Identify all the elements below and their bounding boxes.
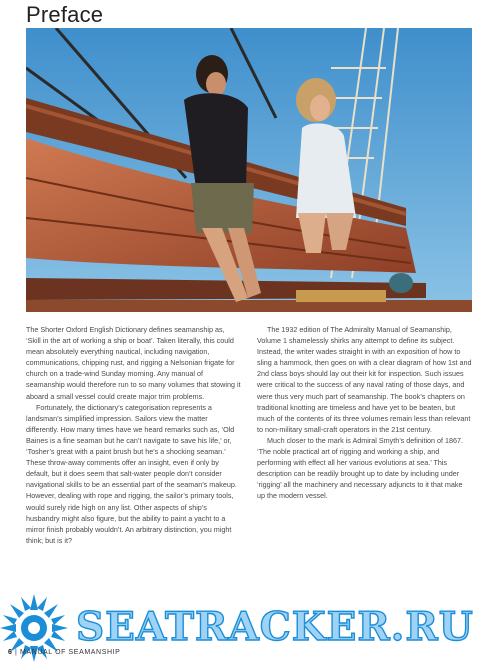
body-column-right [257,324,472,502]
page-number: 6 [8,649,13,656]
paragraph: The Shorter Oxford English Dictionary defines seamanship as, ‘Skill in the art of working a ship or boat’. Taken literally, this could mean absolutely everything nautical, including navigation, communications, chipping rust, and rigging a Nelsonian frigate for church on a trade-wind Sunday morning. Any manual of seamanship would therefore run to so many volumes that stowing it aboard a small vessel could create major trim problems. [26,325,241,401]
book-title: MANUAL OF SEAMANSHIP [20,649,121,656]
sailing-photo [26,28,472,312]
page-title: Preface [26,2,104,27]
paragraph: The 1932 edition of The Admiralty Manual of Seamanship, Volume 1 shamelessly shirks any attempt to define its subject. Instead, the writer wades straight in with an exposition of how to sling a hammock, then goes on with a clear diagram of how 1st and 2nd class boys should lay out their kit for inspection. Such issues were critical to the success of any naval rating of those days, and were thus very much part of seamanship. The book’s chapters on traditional knotting are timeless and have yet to be beaten, but much of the contents of its three volumes remain less than relevant to non-military small-craft operators in the 21st century. [257,325,472,434]
page-footer [8,649,120,656]
paragraph: Fortunately, the dictionary’s categorisation represents a landsman’s simplified impression. Sailors view the matter differently. How many times have we heard remarks such as, ‘Old Baines is a fine seaman but he can’t navigate to save his life,’ or, ‘Tosher’s great with a paint brush but he’s a shocking seaman.’ These throw-away comments offer an insight, even if only by default, but it does seem that salt-water people don’t consider navigational skills to be an essential part of the seaman’s makeup. However, dealing with rope and rigging, the sailor’s primary tools, would surely ride high on any list. Other aspects of ship’s husbandry might also figure, but the ability to paint a yacht to a mirror finish probably wouldn’t. An arbitrary distinction, you might think; but is it? [26,402,237,545]
body-column-left [26,324,241,546]
watermark-text: SEATRACKER.RU [76,604,474,650]
footer-separator: | [15,649,21,656]
paragraph: Much closer to the mark is Admiral Smyth’s definition of 1867. ‘The noble practical art of rigging and working a ship, and performing with effect all her various evolutions at sea.’ This description can be readily brought up to date by including under ‘rigging’ all the machinery and necessary adjuncts to it that make up the modern vessel. [257,435,464,501]
